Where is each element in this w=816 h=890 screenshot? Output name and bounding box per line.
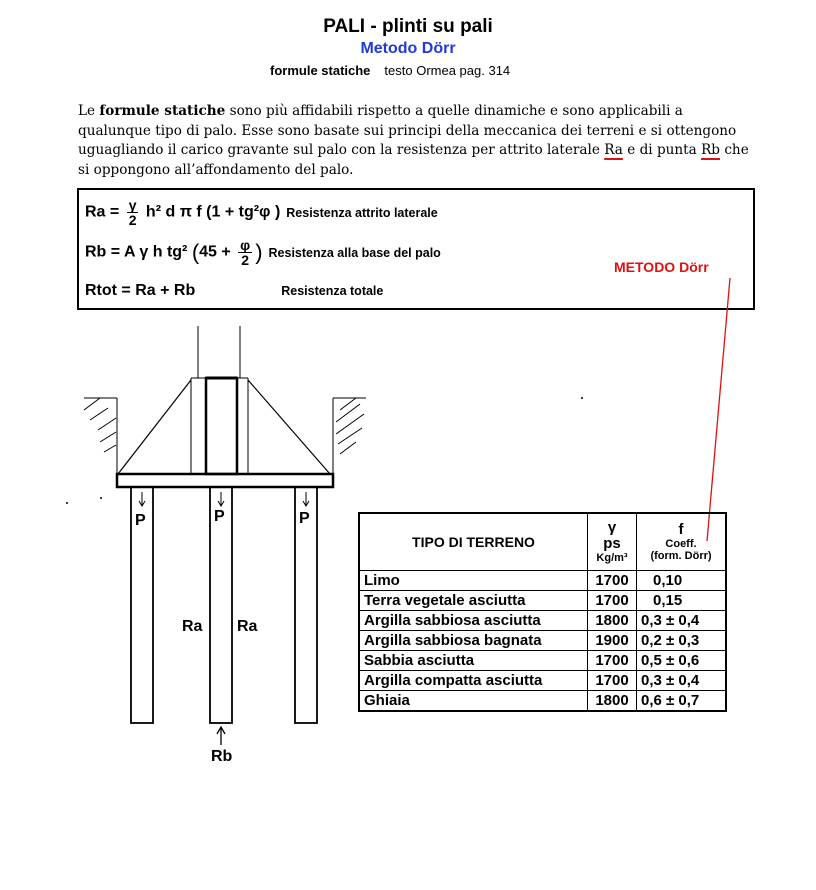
- reference-source: testo Ormea pag. 314: [384, 63, 511, 78]
- cell-ps: 1800: [588, 691, 637, 712]
- formula-rb-mid: 45 +: [199, 243, 236, 261]
- intro-rb: Rb: [701, 142, 720, 158]
- intro-text-2: sono più affidabili rispetto a quelle dinamiche e sono applicabili a qualunque tipo di palo. Esse sono basate sui principi della meccanica dei terreni e si ottengono uguagliando il carico gravante sul palo con la resistenza per attrito laterale: [78, 103, 737, 158]
- formula-ra-desc: Resistenza attrito laterale: [286, 205, 438, 220]
- intro-ra: Ra: [604, 142, 623, 158]
- formula-ra-num: γ: [128, 197, 137, 213]
- table-row: [359, 591, 726, 611]
- ra-label-right: Ra: [237, 618, 258, 635]
- header-f: [637, 513, 727, 571]
- rb-arrow: [217, 727, 225, 745]
- table-row: [359, 691, 726, 712]
- annotation-line: [707, 278, 730, 541]
- metodo-annotation: METODO Dörr: [614, 259, 709, 275]
- table-row: [359, 671, 726, 691]
- paren-open: (: [191, 239, 200, 265]
- soil-table: [358, 512, 727, 712]
- ground-right: [333, 398, 366, 475]
- page-title: PALI - plinti su pali: [323, 16, 493, 37]
- intro-text-1: Le: [78, 103, 100, 119]
- cell-tipo: Terra vegetale asciutta: [359, 591, 588, 611]
- p-label-center: P: [214, 508, 225, 525]
- header-form: (form. Dörr): [650, 550, 712, 562]
- ra-label-left: Ra: [182, 618, 203, 635]
- ground-left: [84, 398, 117, 475]
- formula-rtot-text: Rtot = Ra + Rb: [85, 282, 196, 299]
- formula-rb-den: 2: [241, 252, 250, 268]
- column: [191, 326, 248, 474]
- header-gamma: γ: [607, 519, 617, 536]
- table-row: [359, 611, 726, 631]
- cell-f: 0,3 ± 0,4: [637, 611, 727, 631]
- rb-label: Rb: [211, 748, 233, 765]
- formula-rb-lhs: Rb = A γ h tg²: [85, 243, 192, 261]
- intro-text-3: e di punta: [622, 142, 702, 158]
- load-arrows: [139, 492, 309, 506]
- cell-f: 0,2 ± 0,3: [637, 631, 727, 651]
- page-subtitle: Metodo Dörr: [360, 40, 456, 57]
- paren-close: ): [255, 239, 263, 265]
- soil-table-header: [359, 513, 726, 571]
- formula-ra-den: 2: [128, 212, 137, 228]
- intro-bold: formule statiche: [99, 103, 226, 119]
- cell-ps: 1800: [588, 611, 637, 631]
- p-label-right: P: [299, 510, 310, 527]
- formula-rb-num: φ: [240, 237, 251, 253]
- intro-text-4: che si oppongono all’affondamento del palo.: [78, 142, 749, 178]
- plinth: [117, 380, 333, 487]
- header-coeff: Coeff.: [665, 538, 697, 550]
- cell-f: 0,15: [637, 591, 727, 611]
- header-ps-label: ps: [603, 535, 621, 552]
- header-ps: [588, 513, 637, 571]
- cell-tipo: Argilla sabbiosa asciutta: [359, 611, 588, 631]
- table-row: [359, 631, 726, 651]
- cell-f: 0,6 ± 0,7: [637, 691, 727, 712]
- header-f-label: f: [678, 521, 684, 538]
- p-label-left: P: [135, 512, 146, 529]
- reference-label: formule statiche: [270, 63, 371, 78]
- cell-tipo: Argilla compatta asciutta: [359, 671, 588, 691]
- table-row: [359, 651, 726, 671]
- table-row: [359, 571, 726, 591]
- formula-rtot-desc: Resistenza totale: [281, 284, 384, 298]
- cell-ps: 1700: [588, 671, 637, 691]
- cell-ps: 1700: [588, 571, 637, 591]
- cell-ps: 1700: [588, 591, 637, 611]
- cell-tipo: Argilla sabbiosa bagnata: [359, 631, 588, 651]
- formula-ra-rhs: h² d π f (1 + tg²φ ): [141, 203, 281, 221]
- header-unit: Kg/m³: [596, 552, 628, 564]
- formula-rb-desc: Resistenza alla base del palo: [268, 245, 441, 260]
- cell-ps: 1900: [588, 631, 637, 651]
- header-tipo: TIPO DI TERRENO: [359, 513, 588, 571]
- cell-f: 0,5 ± 0,6: [637, 651, 727, 671]
- cell-tipo: Limo: [359, 571, 588, 591]
- cell-f: 0,10: [637, 571, 727, 591]
- formula-ra-lhs: Ra =: [85, 203, 124, 221]
- cell-ps: 1700: [588, 651, 637, 671]
- cell-tipo: Sabbia asciutta: [359, 651, 588, 671]
- cell-tipo: Ghiaia: [359, 691, 588, 712]
- cell-f: 0,3 ± 0,4: [637, 671, 727, 691]
